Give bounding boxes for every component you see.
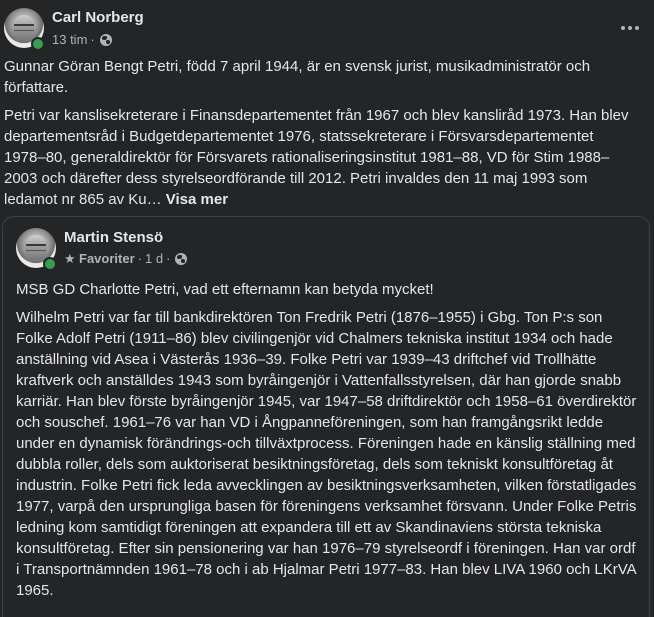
post-time[interactable]: 13 tim [52, 32, 88, 47]
more-options-button[interactable] [618, 18, 642, 38]
globe-icon [100, 34, 112, 46]
comment-paragraph: Wilhelm Petri var far till bankdirektören Ton Fredrik Petri (1876–1955) i Gbg. Ton P:s son Folke Adolf Petri (1911–86) blev civilingenjör vid Chalmers tekniska institut 1934 och hade anställning vid Asea i Västerås 1936–39. Folke Petri var 1939–43 driftchef vid Trollhätte kraftverk och anställdes 1943 som byråingenjör i Vattenfallsstyrelsen, där han gjorde snabb karriär. Han blev förste byråingenjör 1945, var 1947–58 driftdirektör och 1958–61 överdirektör och souschef. 1961–76 var han VD i Ångpanneföreningen, som han framgångsrikt ledde under en dynamisk förändrings-och tillväxtprocess. Föreningen hade en känslig ställning med dubbla roller, dels som auktoriserat besiktningsföretag, dels som tekniskt konsultföretag åt industrin. Folke Petri fick leda avvecklingen av besiktningsverksamheten, vilken förstatligades 1977, varpå den ursprungliga basen för föreningens verksamhet försvann. Under Folke Petris ledning kom samtidigt föreningen att expandera till ett av Skandinaviens största tekniska konsultföretag. Efter sin pensionering var han 1976–79 styrelseordf i föreningen. Han var ordf i Transportnämnden 1961–78 och i ab Hjalmar Petri 1977–83. Han blev LIVA 1960 och LKrVA 1965. [16, 309, 637, 599]
post-paragraph: Gunnar Göran Bengt Petri, född 7 april 1944, är en svensk jurist, musikadministratör och författare. [4, 58, 591, 96]
star-icon: ★ [64, 250, 76, 266]
commenter-name[interactable]: Martin Stensö [64, 229, 164, 246]
post-body [4, 56, 632, 217]
see-more-link[interactable]: Visa mer [165, 191, 229, 208]
avatar-glasses [14, 24, 35, 31]
comment-meta [64, 251, 187, 266]
more-dot [635, 26, 639, 30]
meta-separator: · [166, 251, 171, 266]
commenter-avatar[interactable] [16, 228, 56, 268]
post-paragraph [4, 105, 632, 210]
avatar-glasses [26, 244, 47, 251]
more-dot [628, 26, 632, 30]
meta-separator: · [90, 32, 95, 47]
post-meta [52, 32, 112, 47]
comment-paragraph: MSB GD Charlotte Petri, vad ett efternamn kan betyda mycket! [16, 281, 434, 298]
online-status-icon [43, 257, 57, 271]
more-horizontal-icon [621, 26, 625, 30]
comment-body [16, 279, 640, 608]
globe-icon [175, 253, 187, 265]
favorites-badge[interactable]: Favoriter [79, 251, 135, 266]
post-paragraph-text: Petri var kanslisekreterare i Finansdepartementet från 1967 och blev kansliråd 1973. Han blev departementsråd i Budgetdepartementet 1976, statssekreterare i Försvarsdepartementet 1978–80, generaldirektör för Försvarets rationaliseringsinstitut 1981–88, VD för Stim 1988–2003 och därefter dess styrelseordförande till 2012. Petri invaldes den 11 maj 1993 som ledamot nr 865 av Ku… [4, 107, 629, 208]
author-name[interactable]: Carl Norberg [52, 9, 144, 26]
author-avatar[interactable] [4, 8, 44, 48]
online-status-icon [31, 37, 45, 51]
meta-separator: · [137, 251, 142, 266]
comment-time[interactable]: 1 d [144, 251, 164, 266]
